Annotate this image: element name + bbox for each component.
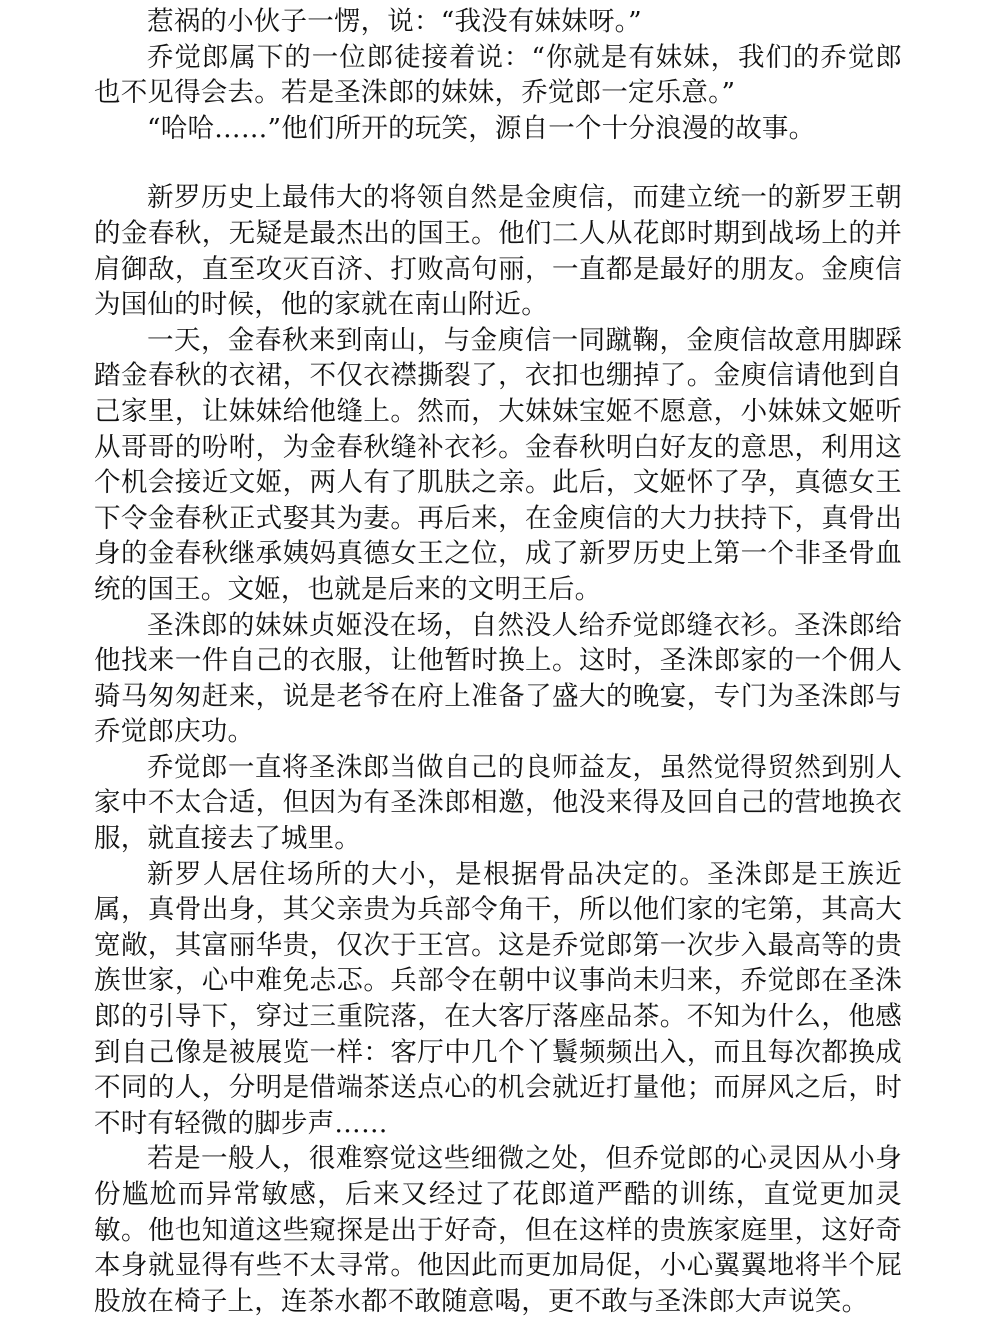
paragraph-6: 圣洙郎的妹妹贞姬没在场，自然没人给乔觉郎缝衣衫。圣洙郎给他找来一件自己的衣服，让他暂时换上。这时，圣洙郎家的一个佣人骑马匆匆赶来，说是老爷在府上准备了盛大的晚宴，专门为圣洙郎与乔觉郎庆功。 bbox=[94, 609, 902, 748]
paragraph-7: 乔觉郎一直将圣洙郎当做自己的良师益友，虽然觉得贸然到别人家中不太合适，但因为有圣洙郎相邀，他没来得及回自己的营地换衣服，就直接去了城里。 bbox=[94, 751, 902, 855]
paragraph-3: “哈哈……”他们所开的玩笑，源自一个十分浪漫的故事。 bbox=[147, 112, 816, 144]
paragraph-1: 惹祸的小伙子一愣，说：“我没有妹妹呀。” bbox=[147, 6, 642, 37]
paragraph-2: 乔觉郎属下的一位郎徒接着说：“你就是有妹妹，我们的乔觉郎也不见得会去。若是圣洙郎的妹妹，乔觉郎一定乐意。” bbox=[94, 41, 902, 109]
paragraph-5: 一天，金春秋来到南山，与金庾信一同蹴鞠，金庾信故意用脚踩踏金春秋的衣裙，不仅衣襟撕裂了，衣扣也绷掉了。金庾信请他到自己家里，让妹妹给他缝上。然而，大妹妹宝姬不愿意，小妹妹文姬听从哥哥的吩咐，为金春秋缝补衣衫。金春秋明白好友的意思，利用这个机会接近文姬，两人有了肌肤之亲。此后，文姬怀了孕，真德女王下令金春秋正式娶其为妻。再后来，在金庾信的大力扶持下，真骨出身的金春秋继承姨妈真德女王之位，成了新罗历史上第一个非圣骨血统的国王。文姬，也就是后来的文明王后。 bbox=[94, 324, 902, 605]
paragraph-8: 新罗人居住场所的大小，是根据骨品决定的。圣洙郎是王族近属，真骨出身，其父亲贵为兵部令角干，所以他们家的宅第，其高大宽敞，其富丽华贵，仅次于王宫。这是乔觉郎第一次步入最高等的贵族世家，心中难免忐忑。兵部令在朝中议事尚未归来，乔觉郎在圣洙郎的引导下，穿过三重院落，在大客厅落座品茶。不知为什么，他感到自己像是被展览一样：客厅中几个丫鬟频频出入，而且每次都换成不同的人，分明是借端茶送点心的机会就近打量他；而屏风之后，时不时有轻微的脚步声…… bbox=[94, 858, 902, 1139]
paragraph-4: 新罗历史上最伟大的将领自然是金庾信，而建立统一的新罗王朝的金春秋，无疑是最杰出的国王。他们二人从花郎时期到战场上的并肩御敌，直至攻灭百济、打败高句丽，一直都是最好的朋友。金庾信为国仙的时候，他的家就在南山附近。 bbox=[94, 182, 902, 321]
paragraph-9: 若是一般人，很难察觉这些细微之处，但乔觉郎的心灵因从小身份尴尬而异常敏感，后来又经过了花郎道严酷的训练，直觉更加灵敏。他也知道这些窥探是出于好奇，但在这样的贵族家庭里，这好奇本身就显得有些不太寻常。他因此而更加局促，小心翼翼地将半个屁股放在椅子上，连茶水都不敢随意喝，更不敢与圣洙郎大声说笑。 bbox=[94, 1143, 902, 1317]
